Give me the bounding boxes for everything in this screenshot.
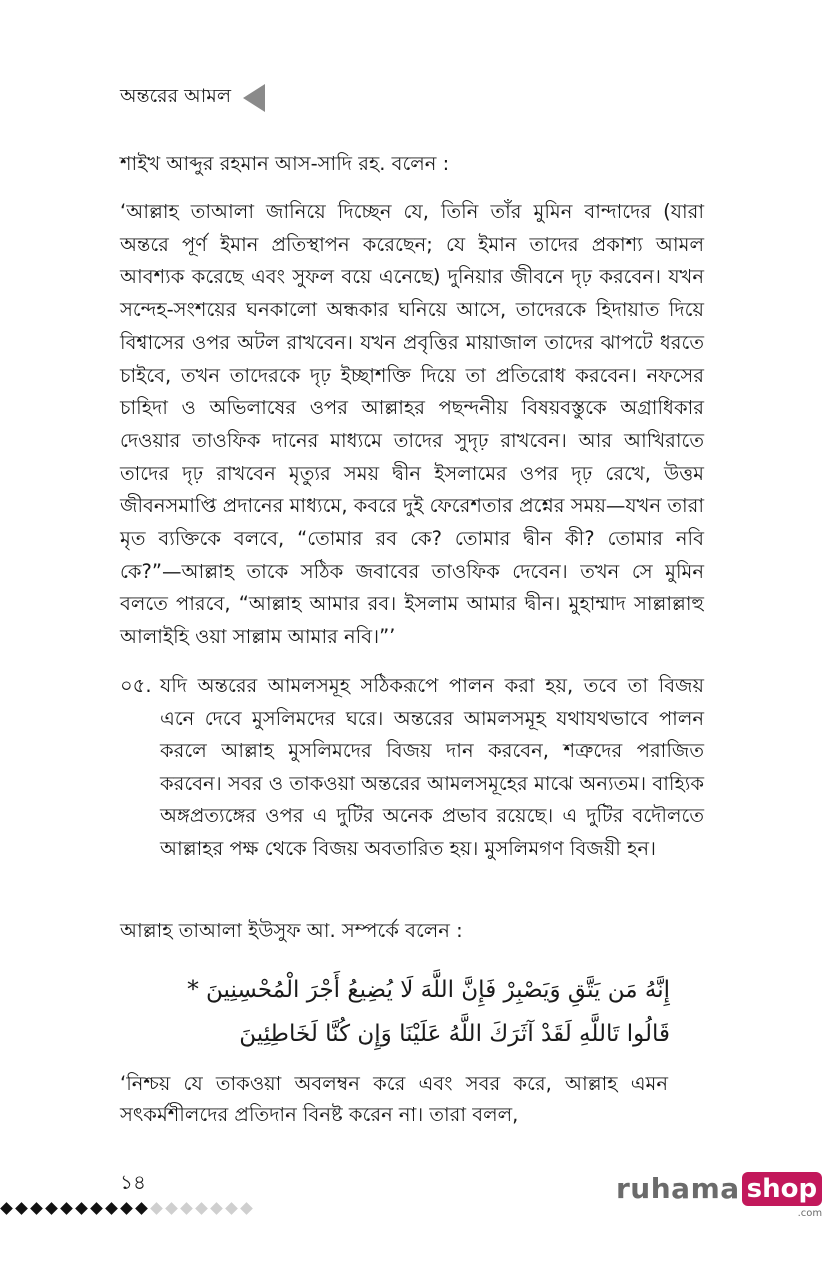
diamond-icon xyxy=(180,1202,193,1215)
list-item xyxy=(120,670,704,865)
diamond-icon xyxy=(90,1202,103,1215)
diamond-icon xyxy=(0,1202,13,1215)
intro-line: শাইখ আব্দুর রহমান আস-সাদি রহ. বলেন : xyxy=(120,152,450,175)
logo-domain-text: .com xyxy=(797,1208,823,1219)
diamond-ornament xyxy=(0,1200,253,1218)
arrow-left-icon xyxy=(243,84,265,112)
diamond-icon xyxy=(45,1202,58,1215)
ruhama-shop-logo xyxy=(616,1172,822,1224)
diamond-icon xyxy=(105,1202,118,1215)
diamond-icon xyxy=(165,1202,178,1215)
diamond-icon xyxy=(30,1202,43,1215)
list-item-number: ০৫. xyxy=(120,674,152,697)
page-number: ১৪ xyxy=(120,1170,146,1194)
diamond-icon xyxy=(150,1202,163,1215)
quote-paragraph: ‘আল্লাহ তাআলা জানিয়ে দিচ্ছেন যে, তিনি তাঁর মুমিন বান্দাদের (যারা অন্তরে পূর্ণ ইমান প্রতিস্থাপন করেছেন; যে ইমান তাদের প্রকাশ্য আমল আবশ্যক করেছে এবং সুফল বয়ে এনেছে) দুনিয়ার জীবনে দৃঢ় করবেন। যখন সন্দেহ-সংশয়ের ঘনকালো অন্ধকার ঘনিয়ে আসে, তাদেরকে হিদায়াত দিয়ে বিশ্বাসের ওপর অটল রাখবেন। যখন প্রবৃত্তির মায়াজাল তাদের ঝাপটে ধরতে চাইবে, তখন তাদেরকে দৃঢ় ইচ্ছাশক্তি দিয়ে তা প্রতিরোধ করবেন। নফসের চাহিদা ও অভিলাষের ওপর আল্লাহর পছন্দনীয় বিষয়বস্তুকে অগ্রাধিকার দেওয়ার তাওফিক দানের মাধ্যমে তাদের সুদৃঢ় রাখবেন। আর আখিরাতে তাদের দৃঢ় রাখবেন মৃত্যুর সময় দ্বীন ইসলামের ওপর দৃঢ় রেখে, উত্তম জীবনসমাপ্তি প্রদানের মাধ্যমে, কবরে দুই ফেরেশতার প্রশ্নের সময়—যখন তারা মৃত ব্যক্তিকে বলবে, “তোমার রব কে? তোমার দ্বীন কী? তোমার নবি কে?”—আল্লাহ তাকে সঠিক জবাবের তাওফিক দেবেন। তখন সে মুমিন বলতে পারবে, “আল্লাহ আমার রব। ইসলাম আমার দ্বীন। মুহাম্মাদ সাল্লাল্লাহু আলাইহি ওয়া সাল্লাম আমার নবি।”’ xyxy=(120,200,704,649)
diamond-icon xyxy=(225,1202,238,1215)
logo-shop-badge xyxy=(742,1172,823,1219)
diamond-icon xyxy=(210,1202,223,1215)
diamond-icon xyxy=(60,1202,73,1215)
verse-translation: ‘নিশ্চয় যে তাকওয়া অবলম্বন করে এবং সবর করে, আল্লাহ এমন সৎকর্মশীলদের প্রতিদান বিনষ্ট করেন না। তারা বলল, xyxy=(120,1072,668,1126)
diamond-icon xyxy=(75,1202,88,1215)
logo-shop-text: shop xyxy=(746,1174,818,1204)
diamond-icon xyxy=(195,1202,208,1215)
diamond-icon xyxy=(240,1202,253,1215)
logo-brand-text: ruhama xyxy=(616,1172,740,1205)
diamond-icon xyxy=(135,1202,148,1215)
chapter-title: অন্তরের আমল xyxy=(120,85,231,107)
running-header xyxy=(120,82,265,114)
arabic-verse: إِنَّهُ مَن يَتَّقِ وَيَصْبِرْ فَإِنَّ اللَّهَ لَا يُضِيعُ أَجْرَ الْمُحْسِنِينَ * قَالُوا تَاللَّهِ لَقَدْ آثَرَكَ اللَّهُ عَلَيْنَا وَإِن كُنَّا لَخَاطِئِينَ xyxy=(187,977,670,1047)
intro-line-2: আল্লাহ তাআলা ইউসুফ আ. সম্পর্কে বলেন : xyxy=(120,919,463,942)
diamond-icon xyxy=(15,1202,28,1215)
list-item-text: যদি অন্তরের আমলসমূহ সঠিকরূপে পালন করা হয়, তবে তা বিজয় এনে দেবে মুসলিমদের ঘরে। অন্তরের আমলসমূহ যথাযথভাবে পালন করলে আল্লাহ মুসলিমদের বিজয় দান করবেন, শত্রুদের পরাজিত করবেন। সবর ও তাকওয়া অন্তরের আমলসমূহের মাঝে অন্যতম। বাহ্যিক অঙ্গপ্রত্যঙ্গের ওপর এ দুটির অনেক প্রভাব রয়েছে। এ দুটির বদৌলতে আল্লাহর পক্ষ থেকে বিজয় অবতারিত হয়। মুসলিমগণ বিজয়ী হন। xyxy=(160,674,704,860)
diamond-icon xyxy=(120,1202,133,1215)
